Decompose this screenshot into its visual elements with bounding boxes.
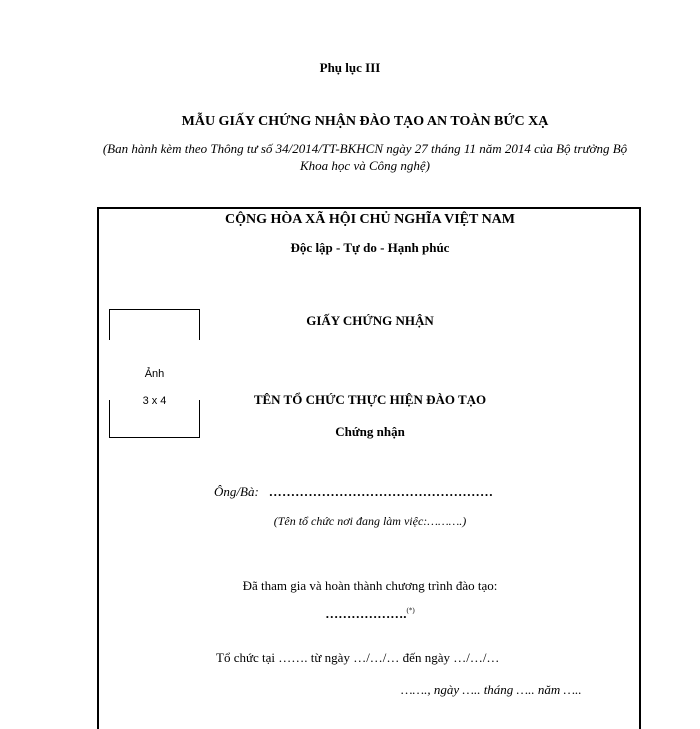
appendix-label: Phụ lục III	[319, 60, 381, 75]
program-line	[200, 606, 540, 622]
document-title: MẪU GIẤY CHỨNG NHẬN ĐÀO TẠO AN TOÀN BỨC XẠ	[181, 114, 549, 129]
completed-program-text: Đã tham gia và hoàn thành chương trình đào tạo:	[242, 578, 498, 593]
photo-size: 3 x 4	[142, 395, 167, 407]
document-subtitle: (Ban hành kèm theo Thông tư số 34/2014/TT-BKHCN ngày 27 tháng 11 năm 2014 của Bộ trưởng Bộ Khoa học và Công nghệ)	[102, 141, 628, 173]
training-organization-name: TÊN TỔ CHỨC THỰC HIỆN ĐÀO TẠO	[253, 392, 487, 407]
workplace-line: (Tên tổ chức nơi đang làm việc:……….)	[273, 514, 467, 528]
national-motto: Độc lập - Tự do - Hạnh phúc	[290, 240, 450, 255]
photo-label: Ảnh	[144, 368, 165, 380]
national-title: CỘNG HÒA XÃ HỘI CHỦ NGHĨA VIỆT NAM	[224, 212, 515, 227]
held-at-line: Tổ chức tại ……. từ ngày …/…/… đến ngày …/…/…	[216, 650, 500, 665]
certificate-heading: GIẤY CHỨNG NHẬN	[306, 313, 434, 328]
name-dots: ……………………………………………	[268, 484, 494, 499]
photo-placeholder	[109, 309, 200, 438]
program-footnote: (*)	[406, 606, 415, 615]
name-line	[214, 484, 493, 500]
program-dots: ……………….	[325, 606, 407, 621]
name-label: Ông/Bà:	[214, 484, 259, 499]
date-line: ……., ngày ….. tháng ….. năm …..	[401, 682, 582, 697]
certifies-label: Chứng nhận	[335, 424, 405, 439]
